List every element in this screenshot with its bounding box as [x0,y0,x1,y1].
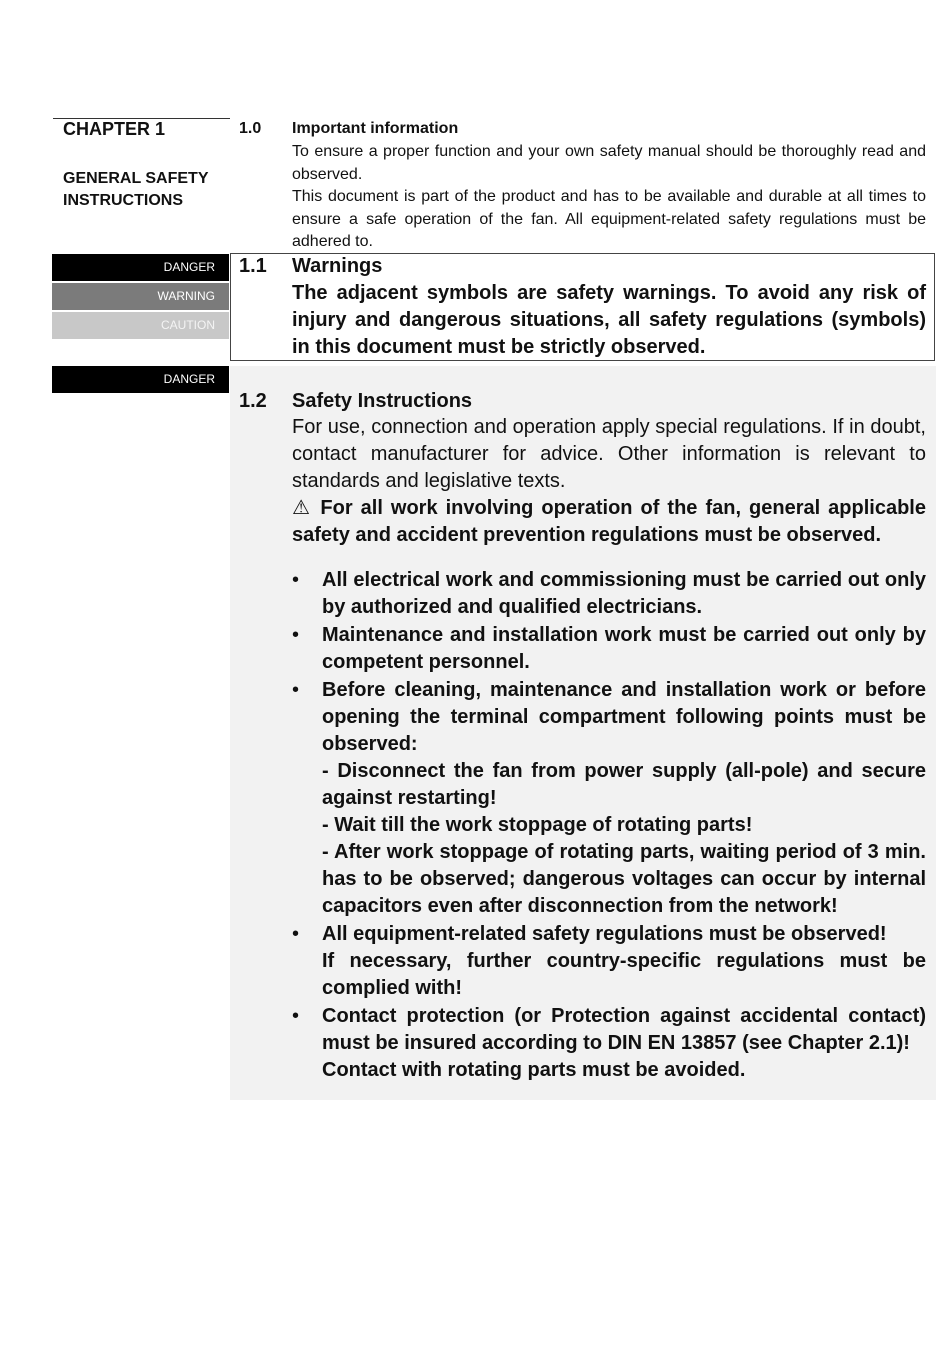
list-item-text: All electrical work and commissioning must be carried out only by authorized and qualified electricians. [322,569,926,618]
bullet-icon: • [292,679,300,701]
caution-label: CAUTION [52,312,229,339]
warning-label: WARNING [52,283,229,310]
list-item [292,567,926,621]
bullet-icon: • [292,624,300,646]
chapter-subtitle-line2: INSTRUCTIONS [63,192,183,209]
list-item-text: Maintenance and installation work must be carried out only by competent personnel. [322,624,926,673]
safety-instructions-list [292,567,926,1085]
section-1-2-number: 1.2 [239,390,267,412]
section-1-2-heading: Safety Instructions [292,390,473,412]
general-safety-warning [292,495,926,549]
bullet-icon: • [292,1005,300,1027]
section-1-0-paragraph-1: To ensure a proper function and your own safety manual should be thoroughly read and observed. [292,143,926,183]
list-item-text: Before cleaning, maintenance and installation work or before opening the terminal compartment following points must be observed: [322,679,926,755]
list-item-subline: If necessary, further country-specific regulations must be complied with! [322,950,926,999]
general-safety-warning-text: For all work involving operation of the fan, general applicable safety and accident prevention regulations must be observed. [292,497,926,546]
danger-label-section-1-2: DANGER [52,366,229,393]
section-1-1-number: 1.1 [239,255,267,277]
section-1-0-paragraph-2: This document is part of the product and has to be available and durable at all times to ensure a safe operation of the fan. All equipment-related safety regulations must be adhered to. [292,188,926,250]
chapter-subtitle-line1: GENERAL SAFETY [63,170,209,187]
danger-label: DANGER [52,254,229,281]
chapter-subtitle [63,168,233,212]
section-1-1-text: The adjacent symbols are safety warnings. To avoid any risk of injury and dangerous situations, all safety regulations (symbols) in this document must be strictly observed. [292,282,926,358]
warning-triangle-icon: ⚠ [292,497,313,519]
list-item [292,677,926,920]
list-item-subline: - Disconnect the fan from power supply (all-pole) and secure against restarting! [322,760,926,809]
bullet-icon: • [292,569,300,591]
section-1-0-heading: Important information [292,120,459,137]
list-item-text: Contact protection (or Protection against accidental contact) must be insured according to DIN EN 13857 (see Chapter 2.1)! [322,1005,926,1054]
list-item [292,921,926,1002]
bullet-icon: • [292,923,300,945]
chapter-title: CHAPTER 1 [63,119,166,139]
list-item [292,1003,926,1084]
section-1-2-intro: For use, connection and operation apply special regulations. If in doubt, contact manufacturer for advice. Other information is relevant to standards and legislative texts. [292,416,926,492]
list-item [292,622,926,676]
section-1-1-heading: Warnings [292,255,383,277]
list-item-subline: - Wait till the work stoppage of rotating parts! [322,814,753,836]
section-1-0-body [292,141,926,254]
section-1-0-number: 1.0 [239,120,262,137]
list-item-subline: - After work stoppage of rotating parts, waiting period of 3 min. has to be observed; dangerous voltages can occur by internal capacitors even after disconnection from the network! [322,841,926,917]
list-item-text: All equipment-related safety regulations must be observed! [322,923,887,945]
list-item-subline: Contact with rotating parts must be avoided. [322,1059,746,1081]
